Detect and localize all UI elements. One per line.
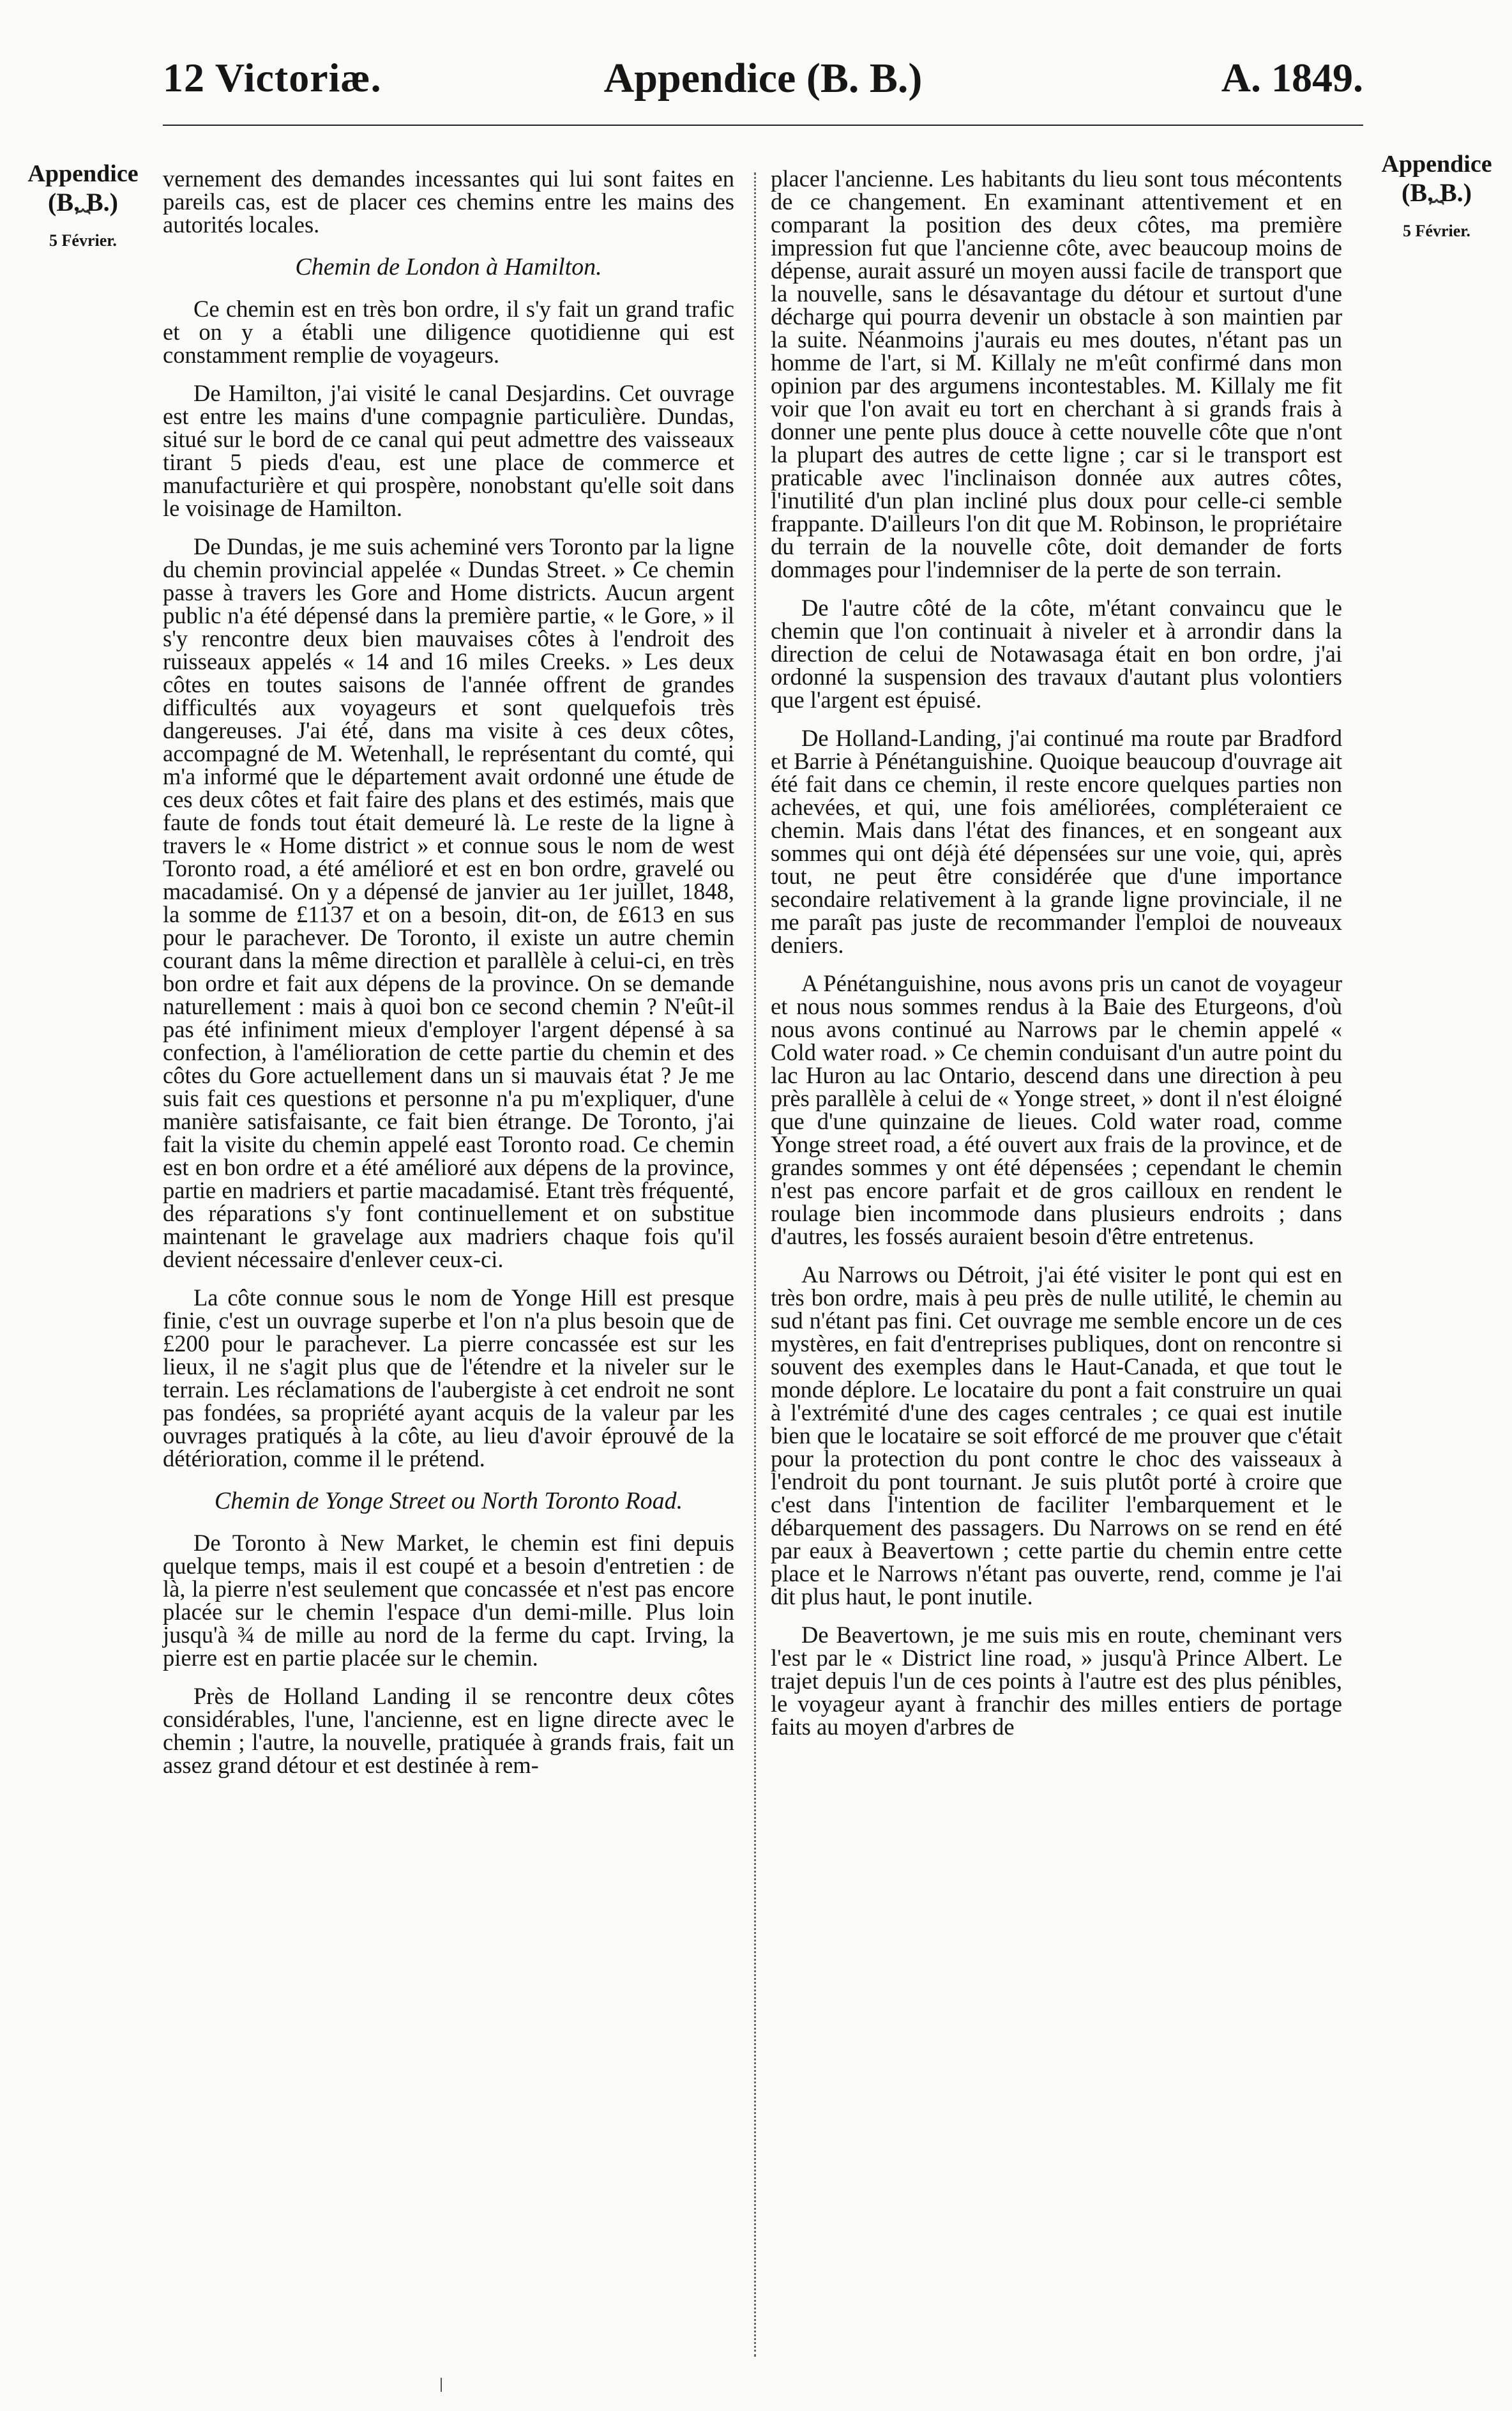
header-appendix-title: Appendice (B. B.) xyxy=(603,55,923,102)
paragraph: De Holland-Landing, j'ai continué ma route par Bradford et Barrie à Pénétanguishine. Quoique beaucoup d'ouvrage ait été fait dans ce chemin, il reste encore quelques parties non achevées, et qui, une fois améliorées, compléteraient ce chemin. Mais dans l'état des finances, et en songeant aux sommes qui ont déjà été dépensées sur une voie, qui, après tout, ne peut être considérée que d'une importance secondaire relativement à la grande ligne provinciale, il ne me paraît pas juste de recommander l'emploi de nouveaux deniers. xyxy=(771,725,1342,958)
page-header xyxy=(163,54,1363,112)
margin-note-left xyxy=(19,160,147,252)
right-column xyxy=(771,167,1342,1754)
paragraph: A Pénétanguishine, nous avons pris un canot de voyageur et nous nous sommes rendus à la Baie des Eturgeons, d'où nous avons continué au Narrows par le chemin appelé « Cold water road. » Ce chemin conduisant d'un autre point du lac Huron au lac Ontario, descend dans une direction à peu près parallèle à celui de « Yonge street, » dont il n'est éloigné que d'une quinzaine de lieues. Cold water road, comme Yonge street road, a été ouvert aux frais de la province, et de grandes sommes y ont été dépensées ; cependant le chemin n'est pas encore parfait et de gros cailloux en rendent le roulage bien incommode dans plusieurs endroits ; dans d'autres, les fossés auraient besoin d'être entretenus. xyxy=(771,970,1342,1249)
header-session: 12 Victoriæ. xyxy=(163,55,382,100)
paragraph: De Toronto à New Market, le chemin est fini depuis quelque temps, mais il est coupé et a besoin d'entretien : de là, la pierre n'est seulement que concassée et n'est pas encore placée sur le chemin l'espace d'un demi-mille. Plus loin jusqu'à ¾ de mille au nord de la ferme du capt. Irving, la pierre est en partie placée sur le chemin. xyxy=(163,1530,734,1671)
left-column xyxy=(163,167,734,1792)
paragraph: De Beavertown, je me suis mis en route, cheminant vers l'est par le « District line road, » jusqu'à Prince Albert. Le trajet depuis l'un de ces points à l'autre est des plus pénibles, le voyageur ayant à franchir des milles entiers de portage faits au moyen d'arbres de xyxy=(771,1622,1342,1740)
column-divider xyxy=(754,172,756,2357)
section-heading: Chemin de London à Hamilton. xyxy=(295,254,602,280)
margin-subtitle: (B. B.) xyxy=(48,188,118,217)
margin-title: Appendice xyxy=(27,160,139,187)
header-rule xyxy=(163,125,1363,126)
paragraph: De Hamilton, j'ai visité le canal Desjardins. Cet ouvrage est entre les mains d'une compagnie particulière. Dundas, situé sur le bord de ce canal qui peut admettre des vaisseaux tirant 5 pieds d'eau, est une place de commerce et manufacturière et qui prospère, nonobstant qu'elle soit dans le voisinage de Hamilton. xyxy=(163,380,734,521)
brace-icon: ⏞ xyxy=(1429,199,1444,228)
margin-title: Appendice xyxy=(1381,151,1492,178)
brace-icon: ⏞ xyxy=(75,209,91,238)
print-mark xyxy=(441,2378,442,2392)
paragraph: Ce chemin est en très bon ordre, il s'y fait un grand trafic et on y a établi une diligence quotidienne qui est constamment remplie de voyageurs. xyxy=(163,296,734,368)
section-heading: Chemin de Yonge Street ou North Toronto Road. xyxy=(214,1487,683,1514)
margin-subtitle: (B. B.) xyxy=(1402,178,1472,207)
paragraph: Près de Holland Landing il se rencontre deux côtes considérables, l'une, l'ancienne, est en ligne directe avec le chemin ; l'autre, la nouvelle, pratiquée à grands frais, fait un assez grand détour et est destinée à rem- xyxy=(163,1683,734,1778)
header-year: A. 1849. xyxy=(1221,55,1363,100)
paragraph: De Dundas, je me suis acheminé vers Toronto par la ligne du chemin provincial appelée « Dundas Street. » Ce chemin passe à travers les Gore and Home districts. Aucun argent public n'a été dépensé dans la première partie, « le Gore, » il s'y rencontre deux bien mauvaises côtes à l'endroit des ruisseaux appelés « 14 and 16 miles Creeks. » Les deux côtes en toutes saisons de l'année offrent de grandes difficultés aux voyageurs et sont quelquefois très dangereuses. J'ai été, dans ma visite à ces deux côtes, accompagné de M. Wetenhall, le représentant du comté, qui m'a informé que le département avait ordonné une étude de ces deux côtes et fait faire des plans et des estimés, mais que faute de fonds tout était demeuré là. Le reste de la ligne à travers le « Home district » et connue sous le nom de west Toronto road, a été amélioré et est en bon ordre, gravelé ou macadamisé. On y a dépensé de janvier au 1er juillet, 1848, la somme de £1137 et on a besoin, dit-on, de £613 en sus pour le parachever. De Toronto, il existe un autre chemin courant dans la même direction et parallèle à celui-ci, en très bon ordre et fait aux dépens de la province. On se demande naturellement : mais à quoi bon ce second chemin ? N'eût-il pas été infiniment mieux d'employer l'argent dépensé à sa confection, à l'amélioration de cette partie du chemin et des côtes du Gore actuellement dans un si mauvais état ? Je me suis fait ces questions et personne n'a pu m'expliquer, d'une manière satisfaisante, ce fait bien étrange. De Toronto, j'ai fait la visite du chemin appelé east Toronto road. Ce chemin est en bon ordre et a été amélioré aux dépens de la province, partie en madriers et partie macadamisé. Etant très fréquenté, des réparations s'y font continuellement et on substitue maintenant le gravelage aux madriers chaque fois qu'il devient nécessaire d'enlever ceux-ci. xyxy=(163,533,734,1272)
paragraph: De l'autre côté de la côte, m'étant convaincu que le chemin que l'on continuait à niveler et à arrondir dans la direction de celui de Notawasaga était en bon ordre, j'ai ordonné la suspension des travaux d'autant plus volontiers que l'argent est épuisé. xyxy=(771,595,1342,713)
paragraph: placer l'ancienne. Les habitants du lieu sont tous mécontents de ce changement. En examinant attentivement et en comparant la position des deux côtes, ma première impression fut que l'ancienne côte, avec beaucoup moins de dépense, aurait assuré un moyen aussi facile de transport que la nouvelle, sans le désavantage du détour et surtout d'une décharge qui pourra devenir un obstacle à son maintien par la suite. Néanmoins j'aurais eu mes doutes, n'étant pas un homme de l'art, si M. Killaly ne m'eût confirmé dans mon opinion par des argumens incontestables. M. Killaly me fit voir que l'on avait eu tort en cherchant à si grands frais à donner une pente plus douce à cette nouvelle côte que n'ont la plupart des autres de cette ligne ; car si le transport est praticable avec l'inclinaison donnée aux autres côtes, l'inutilité d'un plan incliné plus doux pour celle-ci semble frappante. D'ailleurs l'on dit que M. Robinson, le propriétaire du terrain de la nouvelle côte, doit demander de forts dommages pour l'indemniser de la perte de son terrain. xyxy=(771,165,1342,582)
margin-date: 5 Février. xyxy=(1403,222,1470,240)
margin-date: 5 Février. xyxy=(49,231,117,250)
paragraph: La côte connue sous le nom de Yonge Hill est presque finie, c'est un ouvrage superbe et l'on n'a plus besoin que de £200 pour le parachever. La pierre concassée est sur les lieux, il ne s'agit plus que de l'étendre et la niveler sur le terrain. Les réclamations de l'aubergiste à cet endroit ne sont pas fondées, sa propriété ayant acquis de la valeur par les ouvrages pratiqués à la côte, au lieu d'avoir éprouvé de la détérioration, comme il le prétend. xyxy=(163,1284,734,1472)
paragraph: vernement des demandes incessantes qui lui sont faites en pareils cas, est de placer ces chemins entre les mains des autorités locales. xyxy=(163,165,734,238)
margin-note-right xyxy=(1373,150,1501,242)
paragraph: Au Narrows ou Détroit, j'ai été visiter le pont qui est en très bon ordre, mais à peu près de nulle utilité, le chemin au sud n'étant pas fini. Cet ouvrage me semble encore un de ces mystères, en fait d'entreprises publiques, dont on rencontre si souvent des exemples dans le Haut-Canada, et que tout le monde déplore. Le locataire du pont a fait construire un quai à l'extrémité d'une des cages centrales ; ce quai est inutile bien que le locataire se soit efforcé de me prouver que c'était pour la protection du pont contre le choc des vaisseaux à l'endroit du pont tournant. Je suis plutôt porté à croire que c'est dans l'intention de faciliter l'embarquement et le débarquement des passagers. Du Narrows on se rend en été par eaux à Beavertown ; cette partie du chemin entre cette place et le Narrows n'étant pas ouverte, rend, comme je l'ai dit plus haut, le pont inutile. xyxy=(771,1261,1342,1609)
